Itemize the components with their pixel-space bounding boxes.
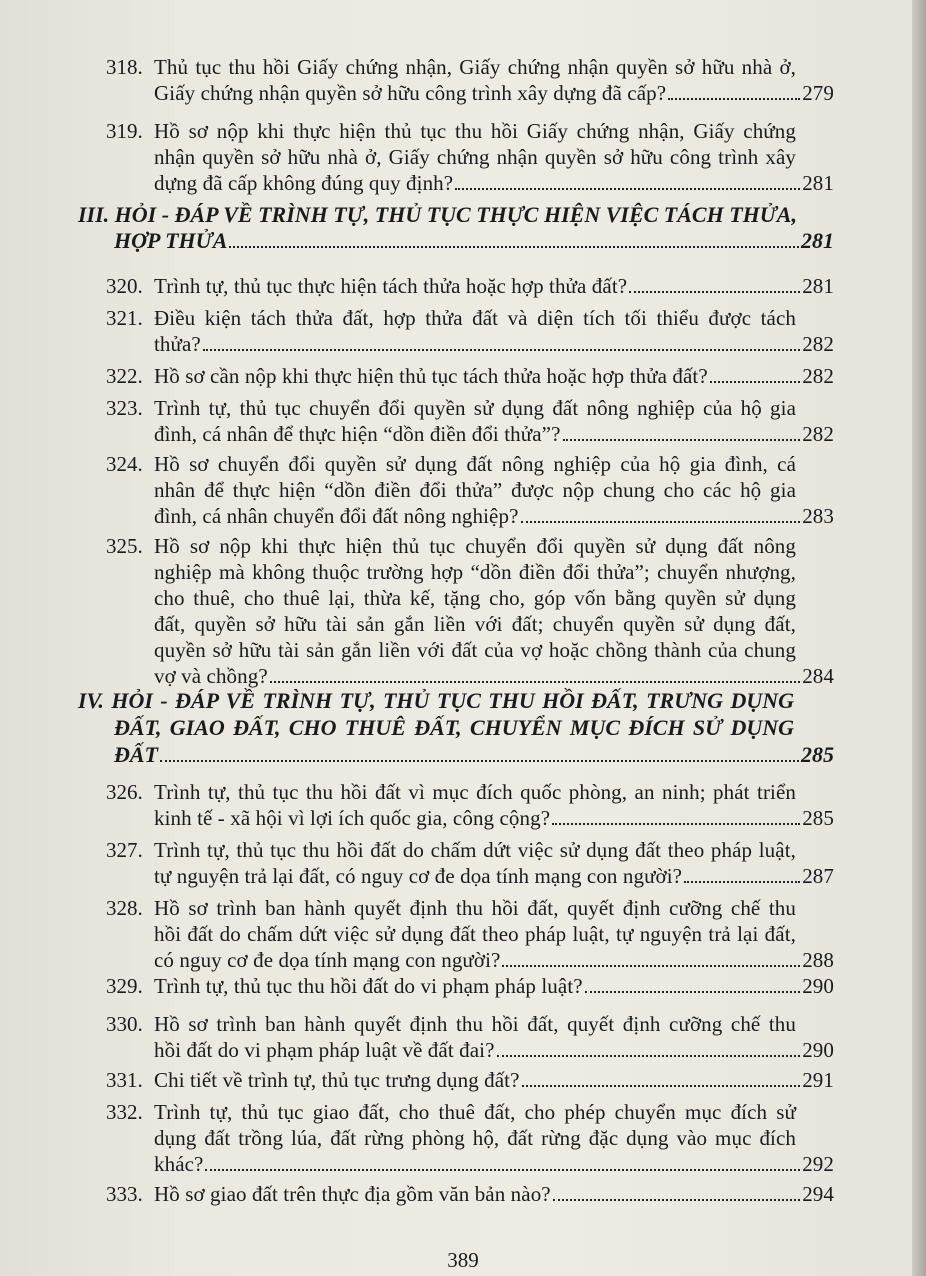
page-ref: 282 [802,364,834,388]
entry-number: 331. [106,1068,143,1092]
leader-dots [684,880,800,883]
entry-text-line: quyền sở hữu tài sản gắn liền với đất của vợ hoặc chồng thành của chung [154,638,796,662]
leader-dots [710,380,800,383]
page-ref: 281 [801,228,834,253]
leader-dots [160,759,799,762]
leader-dots [521,520,801,523]
leader-dots [270,680,800,683]
entry-text-line: hồi đất do chấm dứt việc sử dụng đất theo pháp luật, tự nguyện trả lại đất, [154,922,796,946]
leader-dots [629,290,800,293]
entry-last-line [154,332,834,357]
entry-number: 320. [106,274,143,298]
entry-text-line: cho thuê, cho thuê lại, thừa kế, tặng cho, góp vốn bằng quyền sử dụng [154,586,796,610]
entry-text-line: Thủ tục thu hồi Giấy chứng nhận, Giấy chứng nhận quyền sở hữu nhà ở, [154,55,796,79]
entry-number: 325. [106,534,143,558]
page-ref: 290 [802,974,834,998]
page-ref: 283 [802,504,834,528]
entry-text-line: dựng đã cấp không đúng quy định? [154,171,454,195]
leader-dots [203,348,800,351]
entry-text-line: nhân để thực hiện “dồn điền đổi thửa” được nộp chung cho các hộ gia [154,478,796,502]
page-ref: 279 [802,81,834,105]
section-heading-line: ĐẤT, GIAO ĐẤT, CHO THUÊ ĐẤT, CHUYỂN MỤC ĐÍCH SỬ DỤNG [114,715,794,740]
entry-text-line: có nguy cơ đe dọa tính mạng con người? [154,948,501,972]
entry-last-line [154,1182,834,1207]
leader-dots [502,964,800,967]
entry-text-line: thửa? [154,332,201,356]
entry-text-line: vợ và chồng? [154,664,268,688]
entry-text-line: đình, cá nhân chuyển đổi đất nông nghiệp? [154,504,519,528]
entry-number: 319. [106,119,143,143]
section-last-line [114,228,834,254]
entry-last-line [154,806,834,831]
entry-number: 333. [106,1182,143,1206]
entry-number: 332. [106,1100,143,1124]
page-edge-shadow [912,0,926,1276]
entry-number: 326. [106,780,143,804]
leader-dots [229,245,799,248]
entry-text-line: Hồ sơ chuyển đổi quyền sử dụng đất nông nghiệp của hộ gia đình, cá [154,452,796,476]
entry-last-line [154,1068,834,1093]
entry-number: 329. [106,974,143,998]
entry-text-line: tự nguyện trả lại đất, có nguy cơ đe dọa tính mạng con người? [154,864,683,888]
leader-dots [553,1198,800,1201]
entry-text-line: nhận quyền sở hữu nhà ở, Giấy chứng nhận quyền sở hữu công trình xây [154,145,796,169]
section-heading-line: IV. HỎI - ĐÁP VỀ TRÌNH TỰ, THỦ TỤC THU HỒI ĐẤT, TRƯNG DỤNG [78,688,794,713]
leader-dots [552,822,800,825]
entry-text-line: Trình tự, thủ tục thu hồi đất do vi phạm pháp luật? [154,974,583,998]
entry-text-line: Điều kiện tách thửa đất, hợp thửa đất và diện tích tối thiểu được tách [154,306,796,330]
entry-number: 318. [106,55,143,79]
entry-text-line: Trình tự, thủ tục thu hồi đất vì mục đích quốc phòng, an ninh; phát triển [154,780,796,804]
entry-last-line [154,948,834,973]
leader-dots [205,1168,800,1171]
entry-last-line [154,1038,834,1063]
entry-text-line: Trình tự, thủ tục thu hồi đất do chấm dứt việc sử dụng đất theo pháp luật, [154,838,796,862]
entry-last-line [154,274,834,299]
entry-text-line: Trình tự, thủ tục giao đất, cho thuê đất, cho phép chuyển mục đích sử [154,1100,796,1124]
entry-text-line: Hồ sơ nộp khi thực hiện thủ tục chuyển đổi quyền sử dụng đất nông [154,534,796,558]
page-ref: 294 [802,1182,834,1206]
page-ref: 285 [801,742,834,767]
page-ref: 287 [802,864,834,888]
page-number: 389 [447,1248,479,1272]
entry-last-line [154,364,834,389]
leader-dots [522,1084,801,1087]
entry-text-line: kinh tế - xã hội vì lợi ích quốc gia, công cộng? [154,806,551,830]
entry-text-line: nghiệp mà không thuộc trường hợp “dồn điền đổi thửa”; chuyển nhượng, [154,560,796,584]
entry-last-line [154,664,834,689]
leader-dots [563,438,801,441]
entry-text-line: Hồ sơ trình ban hành quyết định thu hồi đất, quyết định cưỡng chế thu [154,896,796,920]
page-ref: 292 [802,1152,834,1176]
section-heading-line: III. HỎI - ĐÁP VỀ TRÌNH TỰ, THỦ TỤC THỰC HIỆN VIỆC TÁCH THỬA, [78,202,797,227]
leader-dots [455,187,800,190]
entry-text-line: Hồ sơ trình ban hành quyết định thu hồi đất, quyết định cưỡng chế thu [154,1012,796,1036]
entry-number: 327. [106,838,143,862]
entry-number: 324. [106,452,143,476]
page-ref: 291 [802,1068,834,1092]
page-ref: 285 [802,806,834,830]
entry-text-line: Trình tự, thủ tục thực hiện tách thửa hoặc hợp thửa đất? [154,274,628,298]
entry-number: 322. [106,364,143,388]
entry-last-line [154,504,834,529]
section-last-line [114,742,834,768]
entry-text-line: hồi đất do vi phạm pháp luật về đất đai? [154,1038,495,1062]
page-ref: 282 [802,332,834,356]
entry-text-line: khác? [154,1152,204,1176]
entry-last-line [154,1152,834,1177]
page-ref: 288 [802,948,834,972]
entry-number: 323. [106,396,143,420]
entry-number: 330. [106,1012,143,1036]
entry-text-line: Hồ sơ nộp khi thực hiện thủ tục thu hồi Giấy chứng nhận, Giấy chứng [154,119,796,143]
entry-text-line: Giấy chứng nhận quyền sở hữu công trình xây dựng đã cấp? [154,81,667,105]
leader-dots [585,990,801,993]
entry-last-line [154,171,834,196]
entry-number: 328. [106,896,143,920]
entry-number: 321. [106,306,143,330]
page-ref: 281 [802,274,834,298]
section-heading-line: HỢP THỬA [114,228,228,253]
entry-text-line: Trình tự, thủ tục chuyển đổi quyền sử dụng đất nông nghiệp của hộ gia [154,396,796,420]
entry-text-line: đất, quyền sở hữu tài sản gắn liền với đất; chuyển quyền sử dụng đất, [154,612,796,636]
entry-text-line: đình, cá nhân để thực hiện “dồn điền đổi thửa”? [154,422,561,446]
entry-text-line: Hồ sơ cần nộp khi thực hiện thủ tục tách thửa hoặc hợp thửa đất? [154,364,708,388]
page-ref: 282 [802,422,834,446]
entry-last-line [154,974,834,999]
section-heading-line: ĐẤT [114,742,158,767]
entry-text-line: Chi tiết về trình tự, thủ tục trưng dụng đất? [154,1068,520,1092]
entry-text-line: Hồ sơ giao đất trên thực địa gồm văn bản nào? [154,1182,551,1206]
entry-last-line [154,81,834,106]
entry-last-line [154,422,834,447]
leader-dots [668,97,800,100]
page-ref: 284 [802,664,834,688]
page-ref: 281 [802,171,834,195]
entry-last-line [154,864,834,889]
leader-dots [497,1054,801,1057]
entry-text-line: dụng đất trồng lúa, đất rừng phòng hộ, đất rừng đặc dụng vào mục đích [154,1126,796,1150]
page-ref: 290 [802,1038,834,1062]
